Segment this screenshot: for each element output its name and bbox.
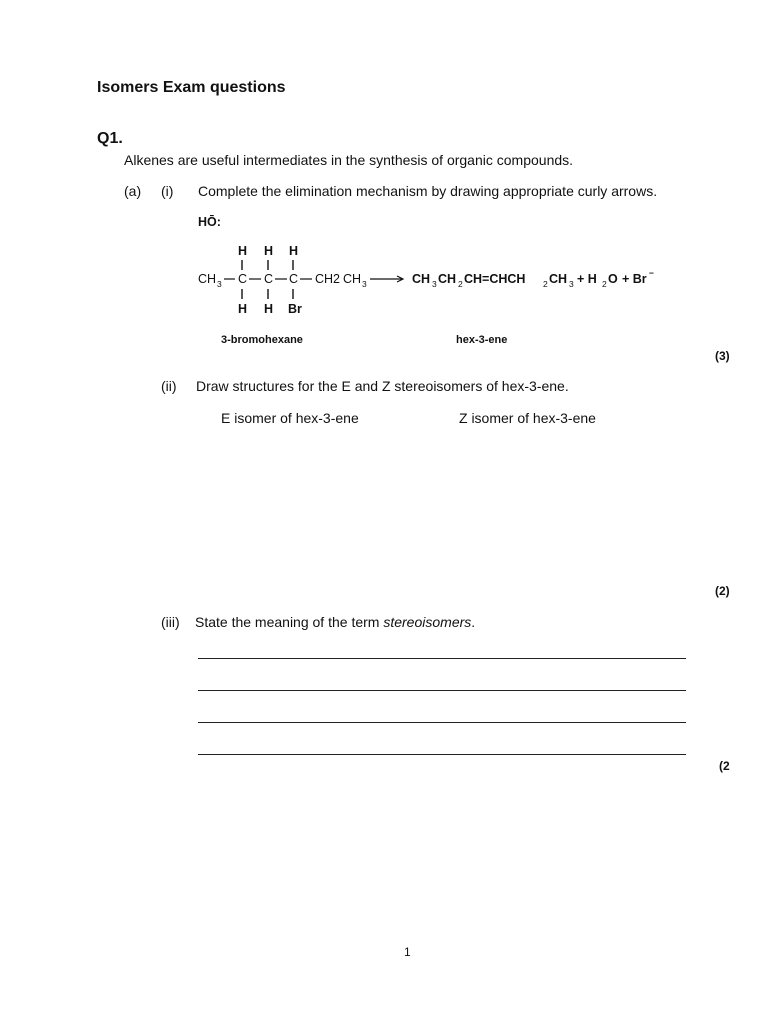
atom-ch2: CH2 bbox=[315, 272, 341, 286]
atom-o: O bbox=[608, 272, 618, 286]
atom-c: C bbox=[264, 272, 274, 286]
term-stereoisomers: stereoisomers bbox=[383, 614, 472, 630]
water-plus: + H bbox=[577, 272, 597, 286]
atom-br: Br bbox=[288, 302, 302, 316]
product-alkene-core: CH=CHCH bbox=[464, 272, 526, 286]
page-title: Isomers Exam questions bbox=[97, 79, 286, 96]
answer-line[interactable] bbox=[198, 658, 686, 659]
subscript: 2 bbox=[543, 279, 548, 289]
atom-ch: CH bbox=[198, 272, 217, 286]
answer-line[interactable] bbox=[198, 690, 686, 691]
z-isomer-label: Z isomer of hex-3-ene bbox=[459, 410, 596, 426]
subscript: 3 bbox=[569, 279, 574, 289]
atom-c: C bbox=[289, 272, 299, 286]
question-number: Q1. bbox=[97, 130, 123, 147]
atom-ch: CH bbox=[343, 272, 362, 286]
subscript: 3 bbox=[432, 279, 437, 289]
part-iii-text bbox=[195, 614, 475, 630]
hydroxide-ion: HŌ: bbox=[198, 215, 221, 229]
subscript: 2 bbox=[458, 279, 463, 289]
atom-c: C bbox=[238, 272, 248, 286]
subscript: 2 bbox=[602, 279, 607, 289]
answer-line[interactable] bbox=[198, 754, 686, 755]
product-name: hex-3-ene bbox=[456, 334, 508, 346]
marks-part-i: (3) bbox=[715, 349, 730, 363]
atom-h: H bbox=[264, 244, 274, 258]
part-ii-label: (ii) bbox=[161, 378, 177, 394]
answer-line[interactable] bbox=[198, 722, 686, 723]
reaction-scheme bbox=[190, 210, 660, 350]
atom-h: H bbox=[289, 244, 299, 258]
page-number: 1 bbox=[404, 945, 411, 959]
reactant-name: 3-bromohexane bbox=[221, 334, 303, 346]
charge-sign: − bbox=[649, 268, 654, 278]
part-iii-label: (iii) bbox=[161, 614, 180, 630]
bromide-ion: + Br bbox=[622, 272, 647, 286]
atom-h: H bbox=[238, 244, 248, 258]
part-i-label: (i) bbox=[161, 183, 174, 199]
part-a-label: (a) bbox=[124, 183, 142, 199]
part-i-text: Complete the elimination mechanism by drawing appropriate curly arrows. bbox=[198, 183, 658, 199]
subscript: 3 bbox=[217, 279, 222, 289]
part-ii-text: Draw structures for the E and Z stereoisomers of hex-3-ene. bbox=[196, 378, 569, 394]
part-iii-text-before: State the meaning of the term bbox=[195, 614, 384, 630]
atom-ch: CH bbox=[549, 272, 568, 286]
subscript: 3 bbox=[362, 279, 367, 289]
marks-part-ii: (2) bbox=[715, 584, 730, 598]
atom-h: H bbox=[264, 302, 274, 316]
part-iii-text-after: . bbox=[471, 614, 476, 630]
question-intro: Alkenes are useful intermediates in the synthesis of organic compounds. bbox=[124, 152, 574, 168]
marks-part-iii: (2 bbox=[719, 759, 730, 773]
atom-ch: CH bbox=[412, 272, 431, 286]
e-isomer-label: E isomer of hex-3-ene bbox=[221, 410, 359, 426]
atom-ch: CH bbox=[438, 272, 457, 286]
atom-h: H bbox=[238, 302, 248, 316]
